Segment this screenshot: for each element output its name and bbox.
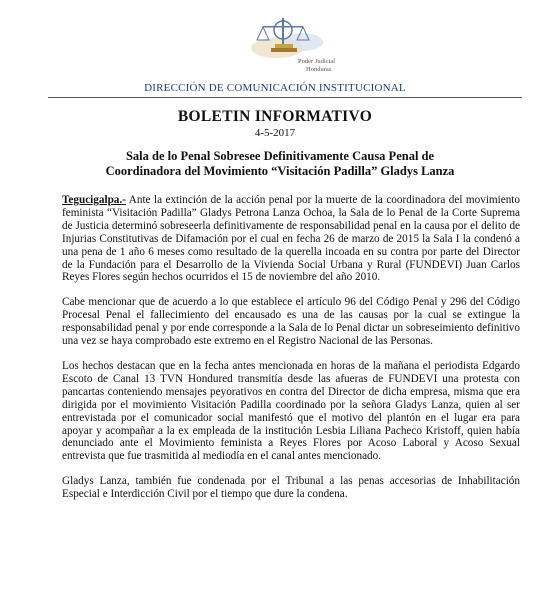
paragraph-2: Cabe mencionar que de acuerdo a lo que establece el artículo 96 del Código Penal y 296 del Código Procesal Penal el fallecimiento del encausado es una de las causas por la cual se extingue la responsabilidad penal y por ende corresponde a la Sala de lo Penal dictar un sobreseimiento definitivo una vez se haya comprobado este extremo en el Registro Nacional de las Personas. — [62, 296, 520, 348]
paragraph-4: Gladys Lanza, también fue condenada por el Tribunal a las penas accesorias de Inhabilitación Especial e Interdicción Civil por el tiempo que dure la condena. — [62, 475, 520, 501]
logo-line-2: Honduras — [306, 66, 332, 73]
bulletin-date: 4-5-2017 — [254, 127, 296, 139]
logo-caption — [298, 58, 335, 74]
headline — [40, 149, 520, 179]
article-body — [62, 194, 520, 513]
headline-line-1: Sala de lo Penal Sobresee Definitivamente Causa Penal de — [125, 149, 435, 163]
paragraph-1 — [62, 194, 520, 284]
logo-line-1: Poder Judicial — [298, 58, 336, 65]
department-name: DIRECCIÓN DE COMUNICACIÓN INSTITUCIONAL — [144, 82, 406, 94]
paragraph-1-text: Ante la extinción de la acción penal por la muerte de la coordinadora del movimiento feminista “Visitación Padilla” Gladys Petrona Lanza Ochoa, la Sala de lo Penal de la Corte Suprema de Justicia determinó sobreseerla definitivamente de responsabilidad penal en la causa por el delito de Injurias Constitutivas de Difamación por el cual en fecha 26 de marzo de 2015 la Sala I la condenó a una pena de 1 año 6 meses como resultado de la querella incoada en su contra por parte del Director de la Fundación para el Desarrollo de la Vivienda Social Urbana y Rural (FUNDEVI) Juan Carlos Reyes Flores según hechos ocurridos el 15 de noviembre del año 2010. — [62, 194, 520, 284]
paragraph-3: Los hechos destacan que en la fecha antes mencionada en horas de la mañana el periodista Edgardo Escoto de Canal 13 TVN Hondured transmitía desde las afueras de FUNDEVI una protesta con pancartas conteniendo mensajes peyorativos en contra del Director de dicha empresa, misma que era dirigida por el movimiento Visitación Padilla coordinado por la señora Gladys Lanza, quien al ser entrevistada por el comunicador social manifestó que el motivo del plantón en el lugar era para apoyar y acompañar a la ex empleada de la institución Lesbia Liliana Pacheco Kristoff, quien había denunciado ante el Movimiento feminista a Reyes Flores por Acoso Laboral y Acoso Sexual entrevista que fue trasmitida al mediodía en el canal antes mencionado. — [62, 359, 520, 463]
logo — [245, 8, 365, 86]
headline-line-2: Coordinadora del Movimiento “Visitación Padilla” Gladys Lanza — [105, 164, 455, 178]
bulletin-title: BOLETIN INFORMATIVO — [177, 108, 373, 125]
header-divider — [48, 97, 522, 98]
dateline-city: Tegucigalpa.- — [62, 194, 126, 206]
